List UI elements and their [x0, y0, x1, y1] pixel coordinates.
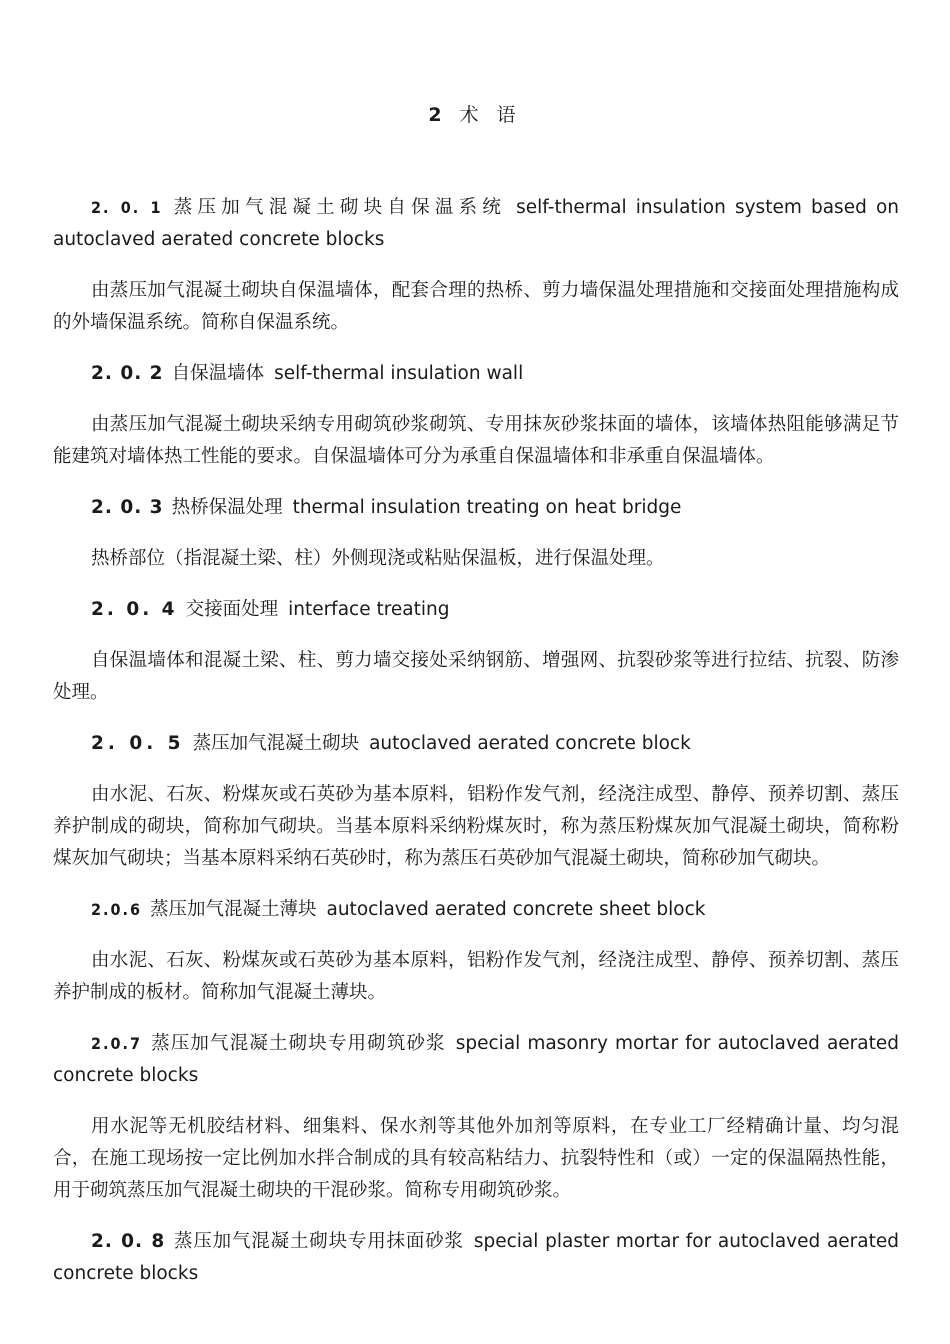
- term-english: thermal insulation treating on heat bridge: [292, 497, 682, 518]
- term-definition-2-0-7: 用水泥等无机胶结材料、细集料、保水剂等其他外加剂等原料，在专业工厂经精确计量、均匀混合，在施工现场按一定比例加水拌合制成的具有较高粘结力、抗裂特性和（或）一定的保温隔热性能，用于砌筑蒸压加气混凝土砌块的干混砂浆。简称专用砌筑砂浆。: [53, 1116, 899, 1201]
- term-heading-2-0-4: [53, 594, 899, 626]
- term-chinese: 蒸压加气混凝土砌块: [192, 733, 360, 754]
- chapter-number: 2: [428, 104, 448, 126]
- term-english: autoclaved aerated concrete block: [369, 733, 691, 754]
- term-chinese: 蒸压加气混凝土薄块: [149, 899, 317, 920]
- term-definition-2-0-4: 自保温墙体和混凝土梁、柱、剪力墙交接处采纳钢筋、增强网、抗裂砂浆等进行拉结、抗裂、防渗处理。: [53, 650, 899, 703]
- term-definition-2-0-1: 由蒸压加气混凝土砌块自保温墙体，配套合理的热桥、剪力墙保温处理措施和交接面处理措施构成的外墙保温系统。简称自保温系统。: [53, 280, 899, 333]
- chapter-heading: 术 语: [459, 104, 522, 126]
- term-definition-2-0-2: 由蒸压加气混凝土砌块采纳专用砌筑砂浆砌筑、专用抹灰砂浆抹面的墙体，该墙体热阻能够满足节能建筑对墙体热工性能的要求。自保温墙体可分为承重自保温墙体和非承重自保温墙体。: [53, 414, 899, 467]
- term-chinese: 交接面处理: [185, 599, 279, 620]
- term-heading-2-0-7: [53, 1028, 899, 1092]
- term-heading-2-0-5: [53, 728, 899, 760]
- term-code: 2. 0. 1: [91, 198, 163, 217]
- term-heading-2-0-8: [53, 1226, 899, 1290]
- term-code: 2.0.6: [91, 900, 142, 919]
- term-definition-2-0-3: 热桥部位（指混凝土梁、柱）外侧现浇或粘贴保温板，进行保温处理。: [91, 548, 665, 569]
- term-english: interface treating: [288, 599, 450, 620]
- chapter-title: [0, 100, 950, 127]
- term-heading-2-0-2: [53, 358, 899, 390]
- term-heading-2-0-1: [53, 192, 899, 256]
- term-heading-2-0-3: [53, 492, 899, 524]
- term-definition-2-0-5: 由水泥、石灰、粉煤灰或石英砂为基本原料，铝粉作发气剂，经浇注成型、静停、预养切割、蒸压养护制成的砌块，简称加气砌块。当基本原料采纳粉煤灰时，称为蒸压粉煤灰加气混凝土砌块，简称粉煤灰加气砌块；当基本原料采纳石英砂时，称为蒸压石英砂加气混凝土砌块，简称砂加气砌块。: [53, 784, 899, 869]
- term-english: self-thermal insulation system based on autoclaved aerated concrete blocks: [53, 197, 899, 250]
- term-code: 2. 0. 2: [91, 363, 164, 384]
- term-chinese: 蒸压加气混凝土砌块专用砌筑砂浆: [149, 1033, 446, 1054]
- term-code: 2. 0. 5: [91, 733, 185, 754]
- term-chinese: 蒸压加气混凝土砌块自保温系统: [170, 197, 507, 218]
- term-code: 2. 0. 8: [91, 1231, 166, 1252]
- term-heading-2-0-6: [53, 894, 899, 926]
- term-code: 2. 0. 4: [91, 599, 178, 620]
- term-chinese: 蒸压加气混凝土砌块专用抹面砂浆: [173, 1231, 464, 1252]
- term-code: 2.0.7: [91, 1034, 142, 1053]
- term-code: 2. 0. 3: [91, 497, 164, 518]
- term-definition-2-0-6: 由水泥、石灰、粉煤灰或石英砂为基本原料，铝粉作发气剂，经浇注成型、静停、预养切割、蒸压养护制成的板材。简称加气混凝土薄块。: [53, 950, 899, 1003]
- term-chinese: 热桥保温处理: [171, 497, 283, 518]
- term-english: self-thermal insulation wall: [274, 363, 524, 384]
- term-english: special plaster mortar for autoclaved aerated concrete blocks: [53, 1231, 899, 1284]
- term-english: autoclaved aerated concrete sheet block: [326, 899, 706, 920]
- term-chinese: 自保温墙体: [171, 363, 265, 384]
- term-english: special masonry mortar for autoclaved aerated concrete blocks: [53, 1033, 899, 1086]
